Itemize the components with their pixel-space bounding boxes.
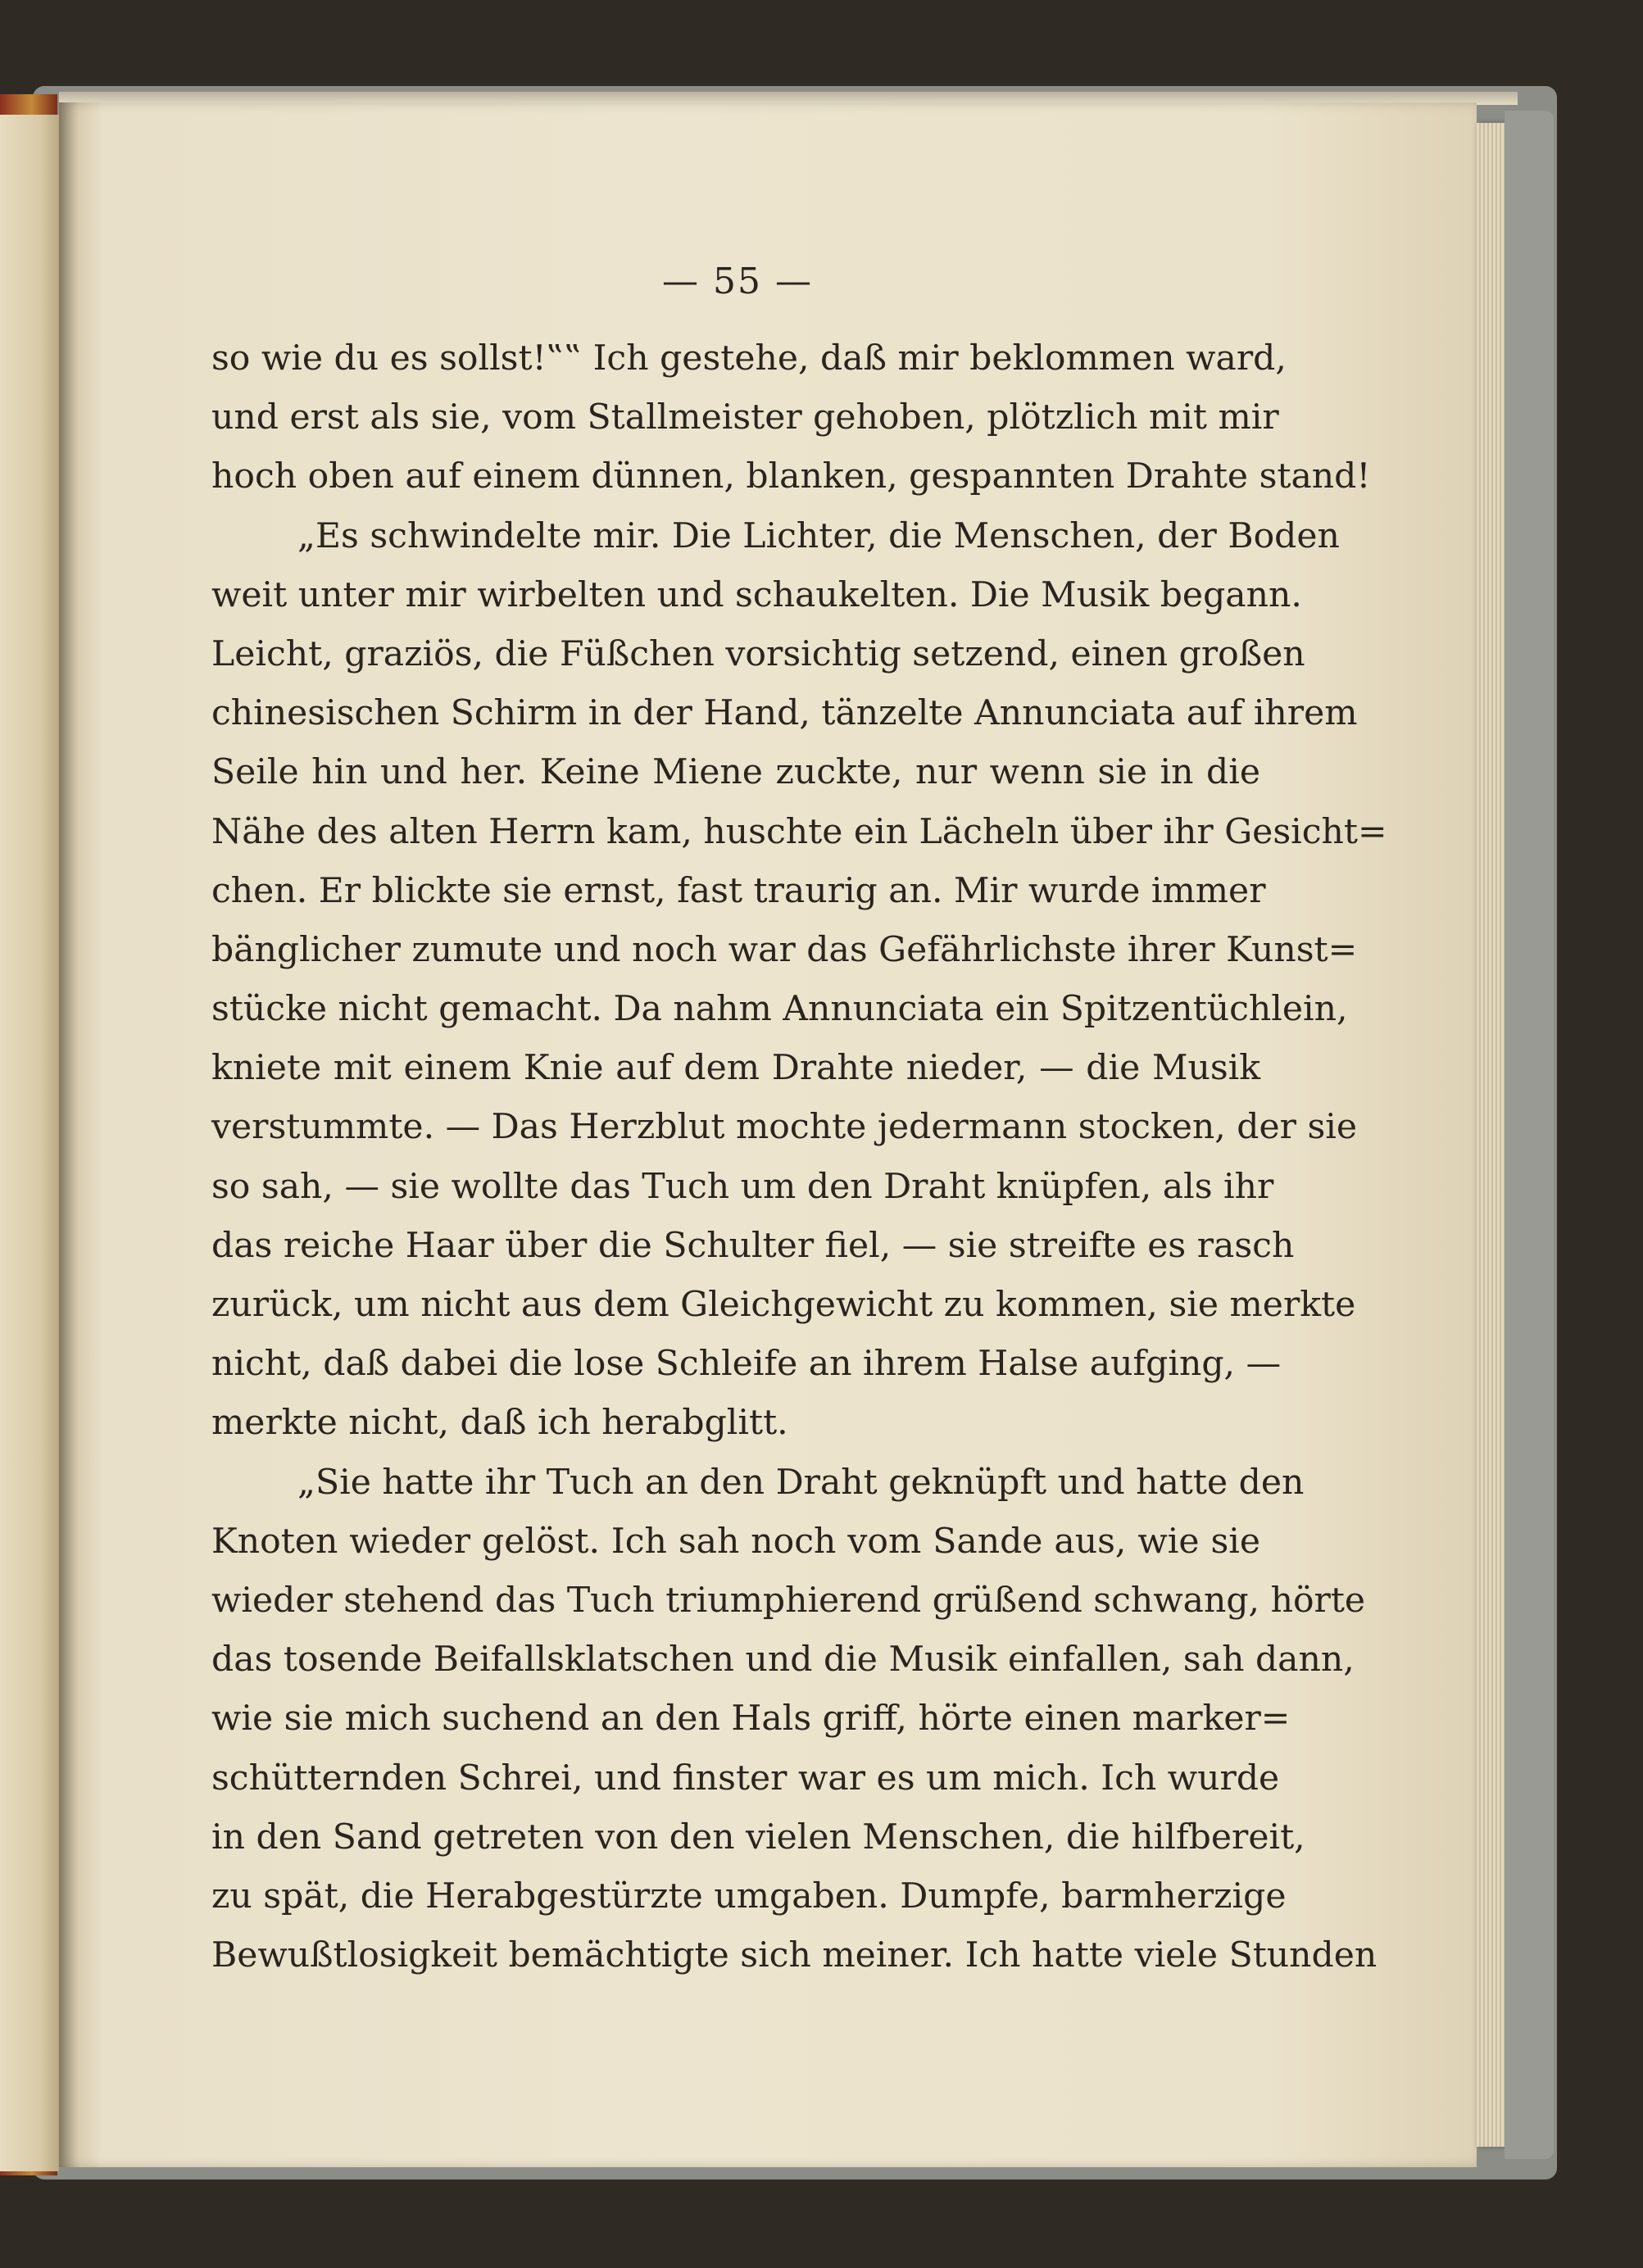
text-line: Leicht, graziös, die Füßchen vorsichtig setzend, einen großen [211, 633, 1305, 674]
text-line: Bewußtlosigkeit bemächtigte sich meiner. Ich hatte viele Stunden [211, 1935, 1377, 1976]
text-line: „Sie hatte ihr Tuch an den Draht geknüpft und hatte den [297, 1462, 1305, 1503]
text-line: verstummte. — Das Herzblut mochte jedermann stocken, der sie [211, 1107, 1358, 1148]
text-line: chen. Er blickte sie ernst, fast traurig an. Mir wurde immer [211, 870, 1266, 911]
page-fore-edge [1477, 123, 1505, 2147]
text-line: Seile hin und her. Keine Miene zuckte, nur wenn sie in die [211, 752, 1260, 793]
text-line: nicht, daß dabei die lose Schleife an ihrem Halse aufging, — [211, 1344, 1282, 1385]
text-line: chinesischen Schirm in der Hand, tänzelte Annunciata auf ihrem [211, 693, 1358, 734]
text-line: das tosende Beifallsklatschen und die Musik einfallen, sah dann, [211, 1640, 1355, 1681]
text-line: zurück, um nicht aus dem Gleichgewicht zu kommen, sie merkte [211, 1285, 1356, 1325]
text-line: schütternden Schrei, und finster war es um mich. Ich wurde [211, 1758, 1280, 1799]
text-line: bänglicher zumute und noch war das Gefährlichste ihrer Kunst= [211, 929, 1358, 970]
text-line: weit unter mir wirbelten und schaukelten. Die Musik begann. [211, 574, 1302, 615]
page-number: — 55 — [662, 261, 813, 302]
text-line: so wie du es sollst!‟‟ Ich gestehe, daß mir beklommen ward, [211, 338, 1287, 379]
text-line: das reiche Haar über die Schulter fiel, — sie streifte es rasch [211, 1225, 1295, 1266]
text-line: merkte nicht, daß ich herabglitt. [211, 1403, 788, 1444]
text-line: Nähe des alten Herrn kam, huschte ein Lächeln über ihr Gesicht= [211, 811, 1387, 852]
text-line: Knoten wieder gelöst. Ich sah noch vom Sande aus, wie sie [211, 1521, 1260, 1562]
text-line: wieder stehend das Tuch triumphierend grüßend schwang, hörte [211, 1580, 1366, 1621]
text-line: und erst als sie, vom Stallmeister gehoben, plötzlich mit mir [211, 397, 1279, 438]
text-line: „Es schwindelte mir. Die Lichter, die Menschen, der Boden [297, 515, 1340, 556]
text-line: wie sie mich suchend an den Hals griff, hörte einen marker= [211, 1699, 1291, 1740]
body-text [211, 329, 1387, 1985]
text-line: so sah, — sie wollte das Tuch um den Draht knüpfen, als ihr [211, 1166, 1274, 1207]
cover-fore-edge [1505, 111, 1554, 2159]
text-line: hoch oben auf einem dünnen, blanken, gespannten Drahte stand! [211, 456, 1371, 497]
text-line: kniete mit einem Knie auf dem Drahte nieder, — die Musik [211, 1048, 1260, 1089]
left-page-edge [0, 115, 59, 2171]
text-line: in den Sand getreten von den vielen Menschen, die hilfbereit, [211, 1817, 1305, 1857]
page-gutter [59, 102, 79, 2167]
text-line: zu spät, die Herabgestürzte umgaben. Dumpfe, barmherzige [211, 1876, 1287, 1916]
text-line: stücke nicht gemacht. Da nahm Annunciata ein Spitzentüchlein, [211, 989, 1348, 1030]
